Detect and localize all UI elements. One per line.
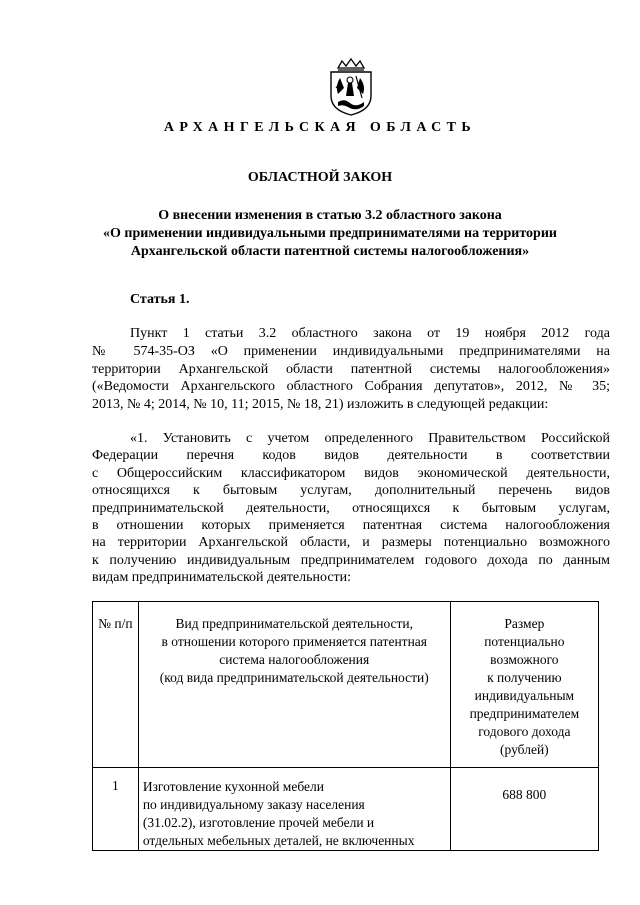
row-activity-line: Изготовление кухонной мебели [142,779,324,794]
paragraph-line: в отношении которых применяется патентная система налогообложения [92,517,610,533]
header-size-line: (рублей) [500,742,549,757]
law-type: ОБЛАСТНОЙ ЗАКОН [247,170,393,185]
activities-table [92,601,599,851]
header-activity-line: (код вида предпринимательской деятельности) [159,670,429,685]
law-title-line: «О применении индивидуальными предпринимателями на территории [103,226,557,241]
header-size-line: к получению [487,670,562,685]
header-num: № п/п [93,602,139,768]
paragraph-line: Пункт 1 статьи 3.2 областного закона от 19 ноября 2012 года [130,326,610,341]
paragraph-line: на территории Архангельской области, и размеры потенциально возможного [92,535,610,551]
paragraph-line: «1. Установить с учетом определенного Правительством Российской [130,431,610,446]
paragraph-line: к получению индивидуальным предпринимателем годового дохода по данным [92,552,610,568]
header-income-size [450,602,598,768]
region-name: АРХАНГЕЛЬСКАЯ ОБЛАСТЬ [163,120,477,135]
article-heading: Статья 1. [130,292,190,307]
paragraph-line: 2013, № 4; 2014, № 10, 11; 2015, № 18, 21) изложить в следующей редакции: [92,397,549,413]
paragraph-line: видам предпринимательской деятельности: [92,570,352,586]
header-activity [138,602,450,768]
header-size-line: потенциально [484,634,565,649]
paragraph-line: («Ведомости Архангельского областного Собрания депутатов», 2012, № 35; [92,379,610,395]
header-activity-line: в отношении которого применяется патентная [161,634,428,649]
paragraph-line: с Общероссийским классификатором видов экономической деятельности, [92,465,610,481]
paragraph-line: Федерации перечня кодов видов деятельности в соответствии [92,448,610,464]
paragraph-line: предпринимательской деятельности, относящихся к бытовым услугам, [92,500,610,516]
header-activity-line: Вид предпринимательской деятельности, [175,616,414,631]
law-title [80,207,580,261]
paragraph-amendment [92,325,610,414]
paragraph-line: территории Архангельской области патентной системы налогообложения» [92,361,610,377]
header-size-line: индивидуальным [474,688,575,703]
table-row [93,768,599,851]
paragraph-item-1 [92,430,610,587]
row-income-value: 688 800 [450,768,598,851]
row-activity-line: (31.02.2), изготовление прочей мебели и [142,815,375,830]
header-size-line: возможного [490,652,559,667]
row-number: 1 [93,768,139,851]
row-activity-line: отдельных мебельных деталей, не включенных [142,833,415,848]
table-header-row [93,602,599,768]
law-title-line: О внесении изменения в статью 3.2 областного закона [158,208,502,223]
coat-of-arms-emblem [326,58,376,116]
header-size-line: годового дохода [478,724,571,739]
row-activity [138,768,450,851]
row-activity-line: по индивидуальному заказу населения [142,797,365,812]
header-activity-line: система налогообложения [219,652,370,667]
law-title-line: Архангельской области патентной системы налогообложения» [130,244,530,259]
header-size-line: предпринимателем [469,706,580,721]
paragraph-line: относящихся к бытовым услугам, дополнительный перечень видов [92,483,610,499]
header-size-line: Размер [504,616,545,631]
paragraph-line: № 574-35-ОЗ «О применении индивидуальными предпринимателями на [92,343,610,359]
